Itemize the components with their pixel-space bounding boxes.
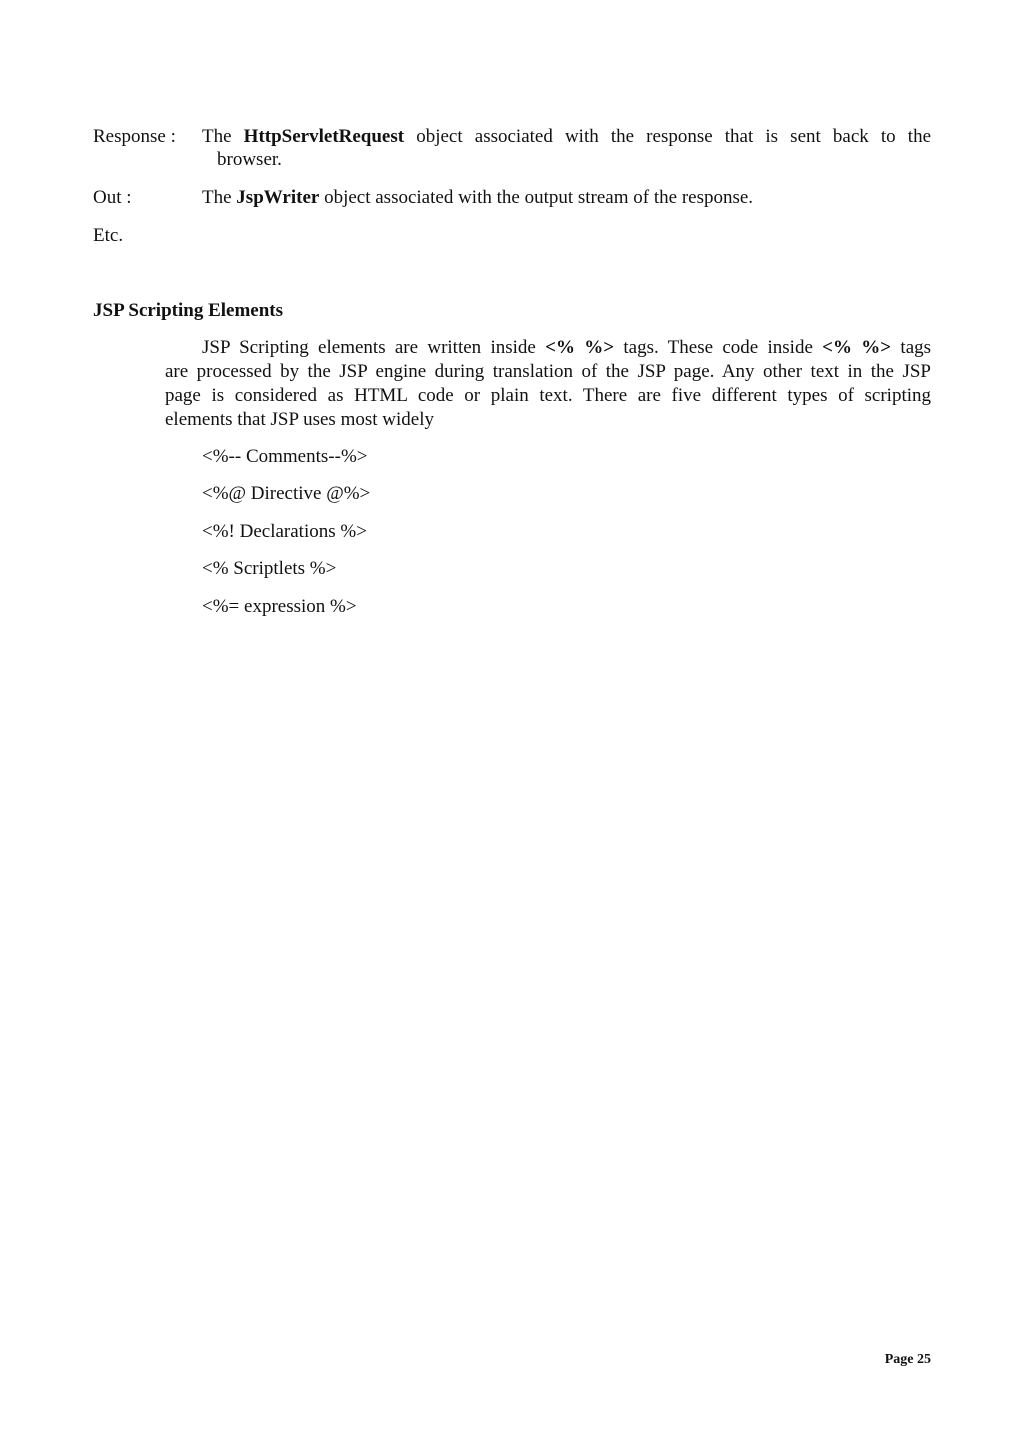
list-item: <%= expression %>	[202, 596, 357, 617]
tag-token: <% %>	[545, 337, 615, 358]
out-description: The JspWriter object associated with the output stream of the response.	[202, 187, 754, 208]
http-servlet-request-term: HttpServletRequest	[243, 126, 405, 147]
paragraph-line3: page is considered as HTML code or plain text. There are five different types of scripting	[165, 385, 931, 406]
section-heading: JSP Scripting Elements	[93, 300, 284, 321]
response-description-line1: The HttpServletRequest object associated with the response that is sent back to the	[202, 126, 931, 147]
out-label: Out :	[93, 187, 132, 208]
list-item: <%! Declarations %>	[202, 521, 367, 542]
response-label: Response :	[93, 126, 176, 147]
etc-text: Etc.	[93, 225, 124, 246]
paragraph-line4: elements that JSP uses most widely	[165, 409, 434, 430]
list-item: <% Scriptlets %>	[202, 558, 337, 579]
paragraph-line2: are processed by the JSP engine during translation of the JSP page. Any other text in the JSP	[165, 361, 931, 382]
tag-token: <% %>	[822, 337, 892, 358]
response-description-line2: browser.	[217, 149, 282, 170]
response-description	[202, 125, 931, 149]
paragraph-line1: JSP Scripting elements are written inside <% %> tags. These code inside <% %> tags	[202, 337, 932, 358]
section-paragraph	[165, 336, 931, 432]
list-item: <%@ Directive @%>	[202, 483, 371, 504]
jsp-writer-term: JspWriter	[236, 187, 320, 208]
list-item: <%-- Comments--%>	[202, 446, 368, 467]
page-number: Page 25	[884, 1352, 931, 1367]
